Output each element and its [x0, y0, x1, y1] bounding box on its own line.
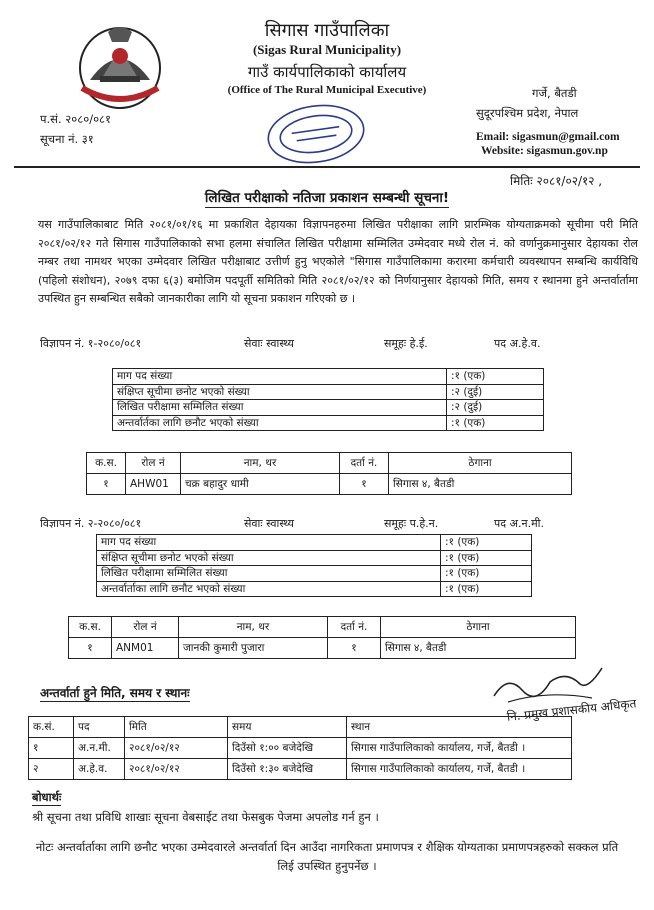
- table-row: [97, 535, 532, 551]
- col-address: ठेगाना: [381, 617, 576, 638]
- cell-sn: २: [29, 759, 74, 780]
- col-name: नाम, थर: [181, 453, 340, 474]
- summary-label: लिखित परीक्षामा सम्मिलित संख्या: [97, 566, 441, 582]
- summary-value: :१ (एक): [441, 581, 532, 597]
- ad1-group: समूहः हे.ई.: [384, 337, 428, 350]
- cell-name: जानकी कुमारी पुजारा: [179, 638, 328, 659]
- col-address: ठेगाना: [389, 453, 572, 474]
- note-text: नोटः अन्तर्वार्ताका लागि छनौट भएका उम्मेदवारले अन्तर्वार्ता दिन आउँदा नागरिकता प्रमाणपत्र र शैक्षिक योग्यताका प्रमाणपत्रहरुको सक्कल प्रति लिई उपस्थित हुनुपर्नेछ ।: [35, 840, 619, 873]
- cell-name: चक्र बहादुर धामी: [181, 474, 340, 495]
- cc-label: बोधार्थः: [32, 790, 62, 804]
- col-post: पद: [74, 717, 125, 738]
- table-row: [113, 400, 544, 416]
- office-name-np: गाउँ कार्यपालिकाको कार्यालय: [247, 63, 407, 81]
- table-row: [97, 550, 532, 566]
- col-time: समय: [228, 717, 347, 738]
- summary-value: :१ (एक): [447, 369, 544, 385]
- col-roll: रोल नं: [126, 453, 181, 474]
- summary-value: :१ (एक): [447, 415, 544, 431]
- cc-text: श्री सूचना तथा प्रविधि शाखाः सूचना वेबसाईट तथा फेसबुक पेजमा अपलोड गर्न हुन ।: [32, 810, 379, 824]
- col-darta: दर्ता नं.: [328, 617, 381, 638]
- ad1-post: पद अ.हे.व.: [494, 337, 541, 350]
- cell-time: दिउँसो १:३० बजेदेखि: [228, 759, 347, 780]
- municipality-name-en: (Sigas Rural Municipality): [252, 42, 402, 57]
- cell-place: सिगास गाउँपालिकाको कार्यालय, गर्जे, बैतडी ।: [347, 759, 572, 780]
- website-text: Website: sigasmun.gov.np: [481, 145, 608, 157]
- summary-label: अन्तर्वार्तका लागि छनौट भएको संख्या: [113, 415, 447, 431]
- ad2-summary-table: [96, 534, 532, 597]
- cell-time: दिउँसो १:०० बजेदेखि: [228, 738, 347, 759]
- ad2-number: विज्ञापन नं. २-२०८०/०८१: [40, 517, 142, 530]
- cell-sn: १: [29, 738, 74, 759]
- summary-label: माग पद संख्या: [97, 535, 441, 551]
- table-row: [97, 566, 532, 582]
- notice-title-text: लिखित परीक्षाको नतिजा प्रकाशन सम्बन्धी सूचना!: [204, 190, 450, 206]
- table-row: [87, 474, 572, 495]
- summary-label: संक्षिप्त सूचीमा छनोट भएको संख्या: [113, 384, 447, 400]
- cell-place: सिगास गाउँपालिकाको कार्यालय, गर्जे, बैतडी ।: [347, 738, 572, 759]
- summary-value: :२ (दुई): [447, 400, 544, 416]
- col-date: मिति: [125, 717, 228, 738]
- col-name: नाम, थर: [179, 617, 328, 638]
- municipality-name-np: सिगास गाउँपालिका: [264, 20, 390, 41]
- cell-date: २०८१/०२/१२: [125, 738, 228, 759]
- cell-sn: १: [69, 638, 112, 659]
- summary-value: :२ (दुई): [447, 384, 544, 400]
- cell-date: २०८१/०२/१२: [125, 759, 228, 780]
- summary-label: माग पद संख्या: [113, 369, 447, 385]
- table-row: [97, 581, 532, 597]
- address-line-1: गर्जे, बैतडी: [532, 86, 577, 100]
- summary-label: अन्तर्वार्ताका लागि छनौट भएको संख्या: [97, 581, 441, 597]
- office-stamp-icon: [262, 98, 370, 170]
- col-sn: क.सं.: [29, 717, 74, 738]
- table-header-row: [29, 717, 572, 738]
- address-line-2: सुदूरपश्चिम प्रदेश, नेपाल: [476, 106, 579, 120]
- cell-post: अ.न.मी.: [74, 738, 125, 759]
- cell-sn: १: [87, 474, 126, 495]
- col-roll: रोल नं: [112, 617, 179, 638]
- table-header-row: [69, 617, 576, 638]
- col-darta: दर्ता नं.: [340, 453, 389, 474]
- ad1-service: सेवाः स्वास्थ्य: [244, 337, 295, 350]
- cell-address: सिगास ४, बैतडी: [389, 474, 572, 495]
- ad1-candidate-table: [86, 452, 572, 495]
- email-text: Email: sigasmun@gmail.com: [476, 131, 620, 143]
- table-row: [113, 384, 544, 400]
- col-sn: क.स.: [87, 453, 126, 474]
- cell-roll: AHW01: [126, 474, 181, 495]
- summary-value: :१ (एक): [441, 550, 532, 566]
- notice-title: [0, 188, 654, 206]
- interview-schedule-table: [28, 716, 572, 780]
- notice-date: मितिः २०८१/०२/१२ ,: [510, 174, 603, 188]
- ad1-summary-table: [112, 368, 544, 431]
- summary-value: :१ (एक): [441, 535, 532, 551]
- col-sn: क.स.: [69, 617, 112, 638]
- ad2-group: समूहः प.हे.न.: [384, 517, 439, 530]
- table-row: [29, 738, 572, 759]
- cell-roll: ANM01: [112, 638, 179, 659]
- summary-label: संक्षिप्त सूचीमा छनोट भएको संख्या: [97, 550, 441, 566]
- table-row: [29, 759, 572, 780]
- ad2-service: सेवाः स्वास्थ्य: [244, 517, 295, 530]
- cell-darta: १: [328, 638, 381, 659]
- header-divider: [14, 166, 640, 168]
- cell-darta: १: [340, 474, 389, 495]
- ad2-candidate-table: [68, 616, 576, 659]
- interview-heading: अन्तर्वार्ता हुने मिति, समय र स्थानः: [40, 686, 190, 700]
- col-place: स्थान: [347, 717, 572, 738]
- table-row: [69, 638, 576, 659]
- table-row: [113, 369, 544, 385]
- ad2-post: पद अ.न.मी.: [494, 517, 545, 530]
- cell-post: अ.हे.व.: [74, 759, 125, 780]
- office-name-en: (Office of The Rural Municipal Executive): [227, 84, 427, 96]
- table-header-row: [87, 453, 572, 474]
- notice-number: सूचना नं. ३१: [40, 132, 94, 146]
- ps-number: प.सं. २०८०/०८१: [40, 112, 112, 126]
- signatory-title: नि. प्रमुख प्रशासकीय अधिकृत: [506, 696, 638, 724]
- ad1-number: विज्ञापन नं. १-२०८०/०८१: [40, 337, 142, 350]
- summary-label: लिखित परीक्षामा सम्मिलित संख्या: [113, 400, 447, 416]
- summary-value: :१ (एक): [441, 566, 532, 582]
- cell-address: सिगास ४, बैतडी: [381, 638, 576, 659]
- table-row: [113, 415, 544, 431]
- notice-body: यस गाउँपालिकाबाट मिति २०८१/०१/१६ मा प्रकाशित देहायका विज्ञापनहरुमा लिखित परीक्षाका लागि प्रारम्भिक योग्यताक्रमको सूचीमा परी मिति २०८१/०२/१२ गते सिगास गाउँपालिकाको सभा हलमा संचालित लिखित परीक्षामा सम्मिलित उम्मेदवार मध्ये रोल नं. को वर्णानुक्रमानुसार देहायका रोल नम्बर तथा नामथर भएका उम्मेदवार लिखित परीक्षाबाट उत्तीर्ण हुनु भएकोले "सिगास गाउँपालिकामा करारमा कर्मचारी व्यवस्थापन सम्बन्धि कार्यविधि (पहिलो संशोधन), २०७९ दफा ६(३) बमोजिम पदपूर्ती समितिको मिति २०८१/०२/१२ को निर्णयानुसार देहायको मिति, समय र स्थानमा हुने अन्तर्वार्तामा उपस्थित हुन सम्बन्धित सबैको जानकारीका लागि यो सूचना प्रकाशन गरिएको छ ।: [38, 218, 638, 305]
